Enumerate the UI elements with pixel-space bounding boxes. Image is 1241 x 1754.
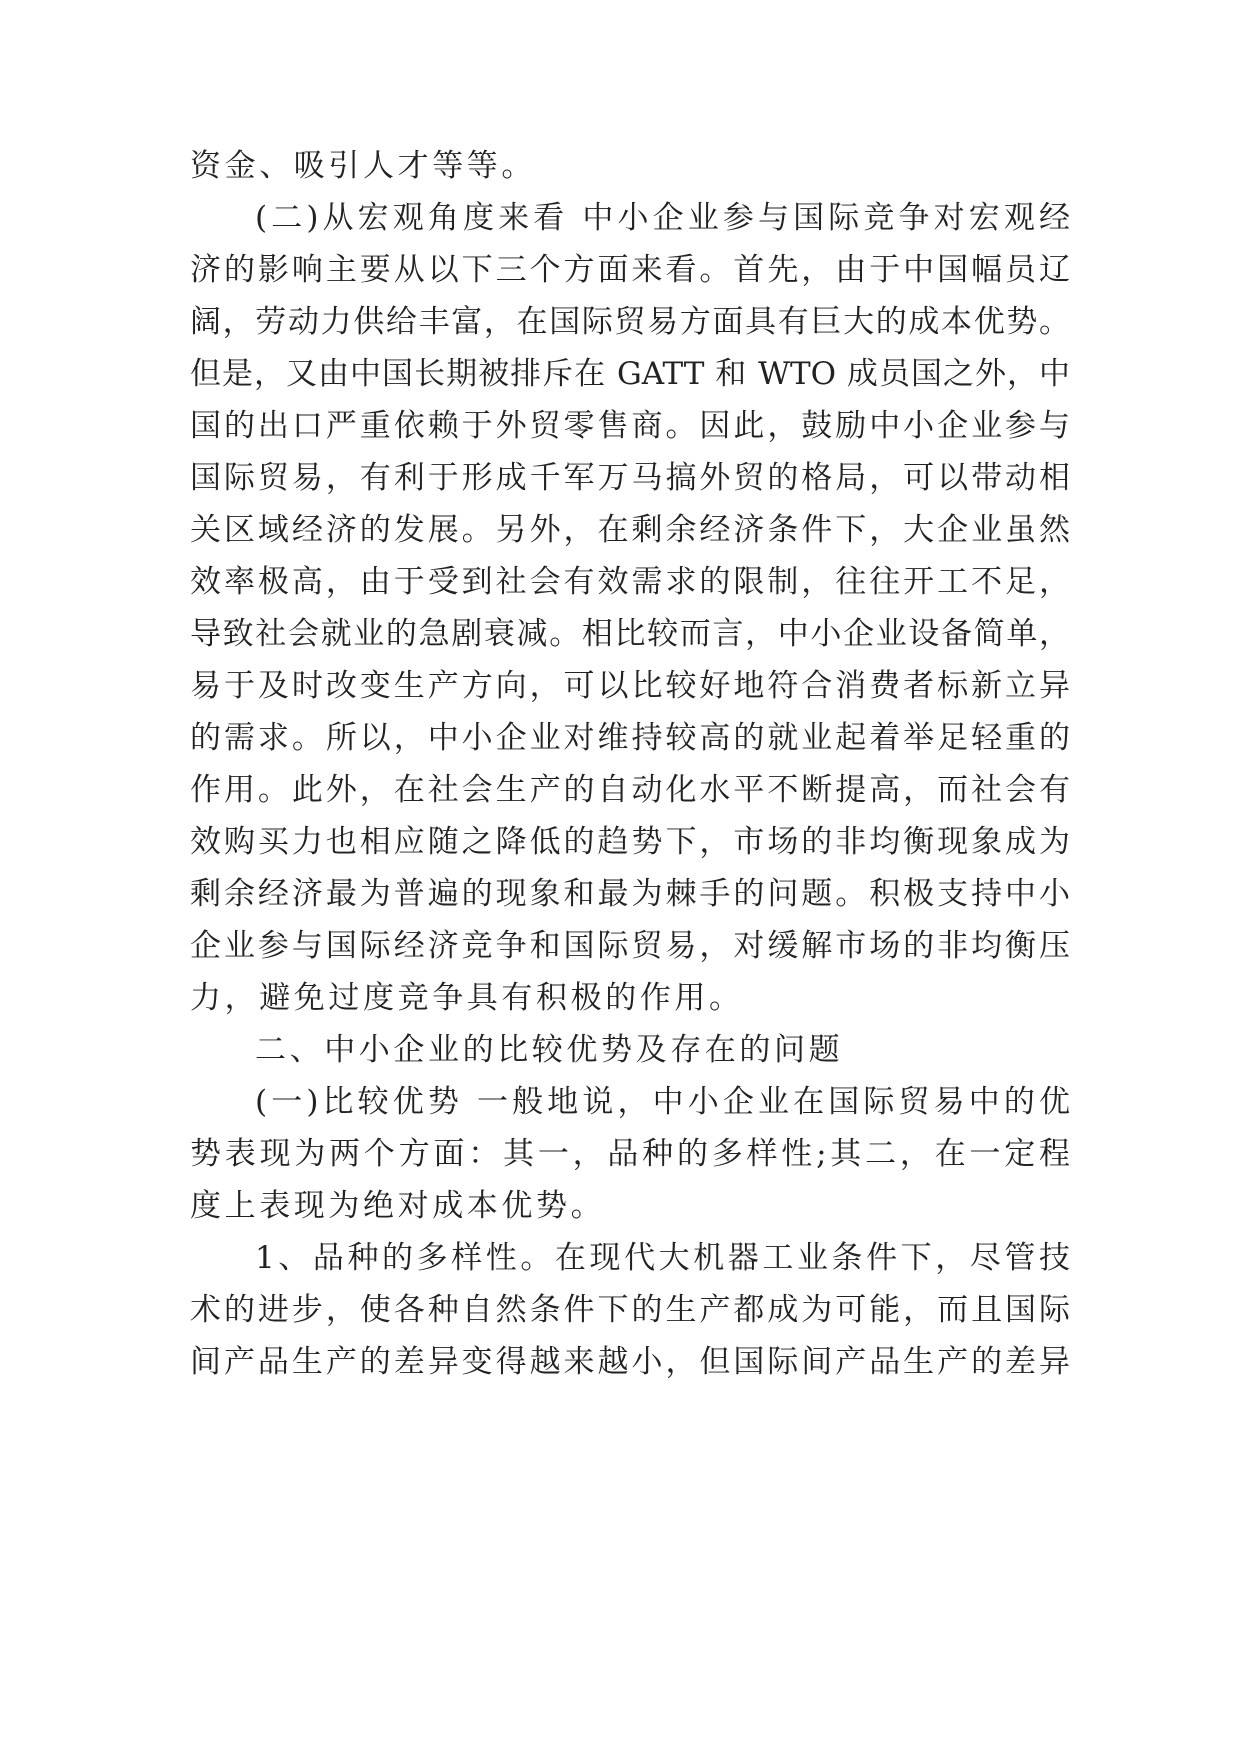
- text-line: 导致社会就业的急剧衰减。相比较而言，中小企业设备简单，: [190, 616, 1070, 652]
- text-line: 济的影响主要从以下三个方面来看。首先，由于中国幅员辽: [190, 252, 1070, 288]
- text-line: 的需求。所以，中小企业对维持较高的就业起着举足轻重的: [190, 720, 1070, 756]
- subsection-heading-line: (一)比较优势 一般地说，中小企业在国际贸易中的优: [255, 1084, 1070, 1120]
- section-heading-macro-line: (二)从宏观角度来看 中小企业参与国际竞争对宏观经: [255, 200, 1070, 236]
- text-line: 势表现为两个方面：其一，品种的多样性;其二，在一定程: [190, 1136, 1070, 1172]
- text-line: 但是，又由中国长期被排斥在 GATT 和 WTO 成员国之外，中: [190, 356, 1070, 392]
- text-line: 力，避免过度竞争具有积极的作用。: [190, 980, 744, 1016]
- text-line: 国际贸易，有利于形成千军万马搞外贸的格局，可以带动相: [190, 460, 1070, 496]
- numbered-item-line: 1、品种的多样性。在现代大机器工业条件下，尽管技: [255, 1240, 1070, 1276]
- text-line: 剩余经济最为普遍的现象和最为棘手的问题。积极支持中小: [190, 876, 1070, 912]
- text-line: 易于及时改变生产方向，可以比较好地符合消费者标新立异: [190, 668, 1070, 704]
- text-line: 度上表现为绝对成本优势。: [190, 1188, 606, 1224]
- section-heading: 二、中小企业的比较优势及存在的问题: [255, 1032, 844, 1068]
- text-line: 资金、吸引人才等等。: [190, 148, 536, 184]
- text-line: 效率极高，由于受到社会有效需求的限制，往往开工不足，: [190, 564, 1070, 600]
- text-line: 国的出口严重依赖于外贸零售商。因此，鼓励中小企业参与: [190, 408, 1070, 444]
- text-line: 企业参与国际经济竞争和国际贸易，对缓解市场的非均衡压: [190, 928, 1070, 964]
- text-line: 阔，劳动力供给丰富，在国际贸易方面具有巨大的成本优势。: [190, 304, 1070, 340]
- text-line: 关区域经济的发展。另外，在剩余经济条件下，大企业虽然: [190, 512, 1070, 548]
- text-line: 作用。此外，在社会生产的自动化水平不断提高，而社会有: [190, 772, 1070, 808]
- text-line: 间产品生产的差异变得越来越小，但国际间产品生产的差异: [190, 1344, 1070, 1380]
- text-line: 效购买力也相应随之降低的趋势下，市场的非均衡现象成为: [190, 824, 1070, 860]
- text-line: 术的进步，使各种自然条件下的生产都成为可能，而且国际: [190, 1292, 1070, 1328]
